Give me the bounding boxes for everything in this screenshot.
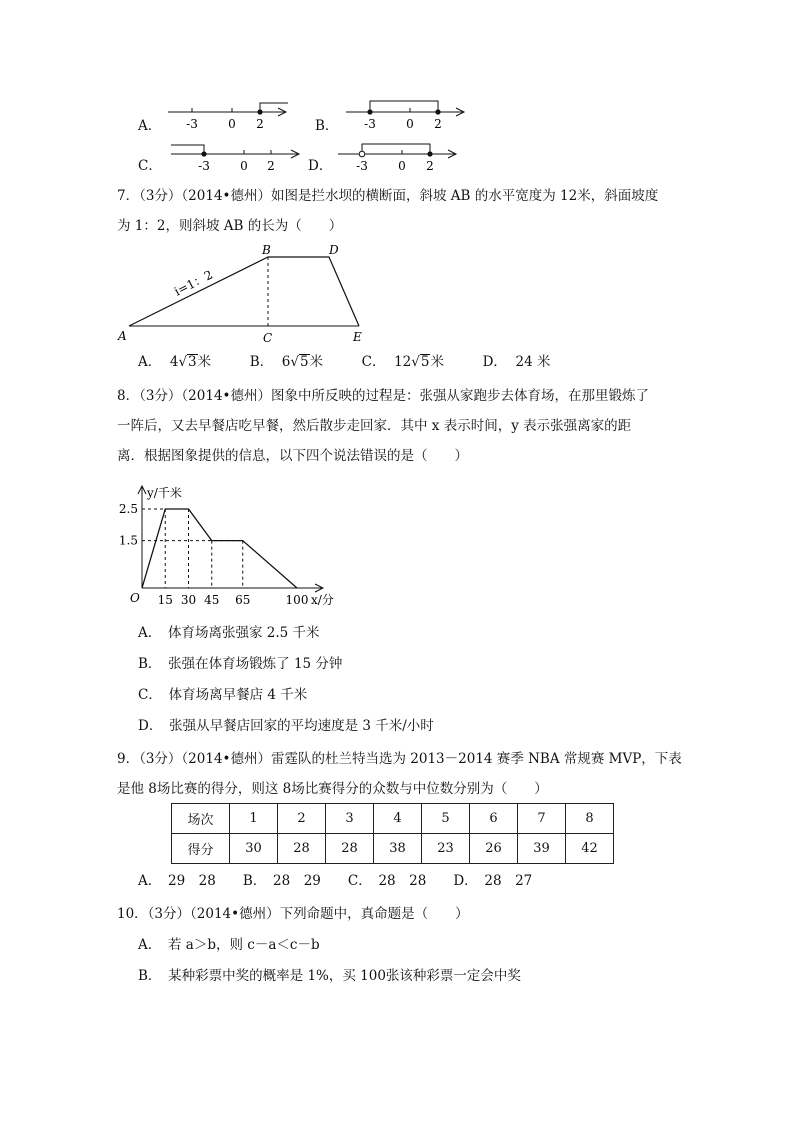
- label-e: E: [353, 330, 362, 344]
- tick: 0: [240, 159, 248, 173]
- q6-option-a-numberline: [165, 100, 295, 132]
- q10-stem: 10．（3分）（2014•德州）下列命题中，真命题是（ ）: [117, 906, 469, 922]
- table-cell: 28: [278, 834, 326, 864]
- table-cell: 7: [518, 804, 566, 834]
- q10-option-b: B． 某种彩票中奖的概率是 1%，买 100张该种彩票一定会中奖: [138, 968, 521, 984]
- table-row: [172, 834, 614, 864]
- q8-option-d: D． 张强从早餐店回家的平均速度是 3 千米/小时: [138, 718, 434, 734]
- q10-option-a: A． 若 a＞b，则 c－a＜c－b: [138, 937, 320, 953]
- table-cell: 26: [470, 834, 518, 864]
- x-tick-label: 15: [157, 593, 173, 607]
- tick: 2: [434, 117, 442, 131]
- table-cell: 38: [374, 834, 422, 864]
- q6-option-d-letter: D．: [308, 158, 333, 174]
- q8-stem-line3: 离．根据图象提供的信息，以下四个说法错误的是（ ）: [117, 448, 468, 464]
- table-cell: 4: [374, 804, 422, 834]
- q8-option-a: A． 体育场离张强家 2.5 千米: [138, 625, 320, 641]
- table-cell: 23: [422, 834, 470, 864]
- q7-option-b: B． 6√5米: [249, 354, 324, 370]
- q8-option-b: B． 张强在体育场锻炼了 15 分钟: [138, 656, 343, 672]
- q8-option-c: C． 体育场离早餐店 4 千米: [138, 687, 308, 703]
- q9-options: A． 29 28 B． 28 29 C． 28 28 D． 28 27: [138, 873, 533, 889]
- x-tick-label: 30: [180, 593, 197, 607]
- q6-option-b-numberline: [343, 98, 473, 132]
- y-tick-label: 1.5: [118, 533, 138, 548]
- q8-stem-line1: 8．（3分）（2014•德州）图象中所反映的过程是：张强从家跑步去体育场，在那里锻炼了: [117, 388, 649, 404]
- table-cell: 42: [566, 834, 614, 864]
- q7-stem-line1: 7．（3分）（2014•德州）如图是拦水坝的横断面，斜坡 AB 的水平宽度为 12米，斜面坡度: [117, 188, 659, 204]
- q6-option-c-letter: C．: [138, 158, 162, 174]
- table-row: [172, 804, 614, 834]
- q6-option-c-numberline: [168, 141, 308, 173]
- q8-stem-line2: 一阵后，又去早餐店吃早餐，然后散步走回家．其中 x 表示时间，y 表示张强离家的距: [117, 418, 632, 434]
- q9-score-table: [171, 803, 614, 864]
- tick: 2: [267, 159, 275, 173]
- label-c: C: [263, 331, 273, 345]
- tick: 2: [256, 117, 264, 131]
- x-tick-label: 45: [204, 593, 220, 607]
- x-tick-labels: [158, 593, 309, 607]
- q7-option-a: A． 4√3米: [138, 354, 212, 370]
- tick: 0: [398, 159, 406, 173]
- table-cell: 8: [566, 804, 614, 834]
- tick: 0: [228, 117, 236, 131]
- q6-option-d-numberline: [335, 140, 465, 173]
- table-cell: 5: [422, 804, 470, 834]
- tick: -3: [198, 159, 210, 173]
- x-tick-label: 100: [285, 593, 309, 607]
- origin-label: O: [130, 591, 140, 605]
- table-cell: 得分: [172, 834, 230, 864]
- q9-stem-line2: 是他 8场比赛的得分，则这 8场比赛得分的众数与中位数分别为（ ）: [117, 781, 548, 797]
- table-cell: 30: [230, 834, 278, 864]
- table-cell: 39: [518, 834, 566, 864]
- slope-label: i=1：2: [172, 267, 216, 299]
- table-cell: 3: [326, 804, 374, 834]
- y-tick-label: 2.5: [118, 502, 138, 516]
- tick: -3: [186, 117, 198, 131]
- label-b: B: [262, 243, 271, 257]
- label-d: D: [329, 243, 339, 257]
- table-cell: 2: [278, 804, 326, 834]
- table-cell: 6: [470, 804, 518, 834]
- q9-stem-line1: 9．（3分）（2014•德州）雷霆队的杜兰特当选为 2013－2014 赛季 NBA 常规赛 MVP，下表: [117, 751, 682, 767]
- q7-option-c: C． 12√5米: [361, 354, 444, 370]
- dashed-guides: [142, 509, 243, 588]
- table-cell: 场次: [172, 804, 230, 834]
- q7-option-d: D． 24 米: [482, 354, 551, 370]
- y-axis-label: y/千米: [147, 486, 182, 500]
- tick: -3: [356, 159, 368, 173]
- q7-options: [138, 353, 550, 371]
- y-tick-labels: [119, 502, 138, 548]
- x-tick-label: 65: [235, 593, 251, 607]
- tick: 0: [406, 117, 414, 131]
- q7-stem-line2: 为 1：2，则斜坡 AB 的长为（ ）: [117, 218, 343, 234]
- tick: 2: [426, 159, 434, 173]
- q7-dam-figure: [115, 240, 375, 346]
- table-cell: 28: [326, 834, 374, 864]
- tick: -3: [364, 117, 376, 131]
- q6-option-a-letter: A．: [138, 118, 162, 134]
- q8-distance-time-graph: [115, 478, 355, 612]
- table-cell: 1: [230, 804, 278, 834]
- x-axis-label: x/分: [311, 593, 334, 607]
- label-a: A: [118, 329, 127, 343]
- q6-option-b-letter: B．: [315, 118, 339, 134]
